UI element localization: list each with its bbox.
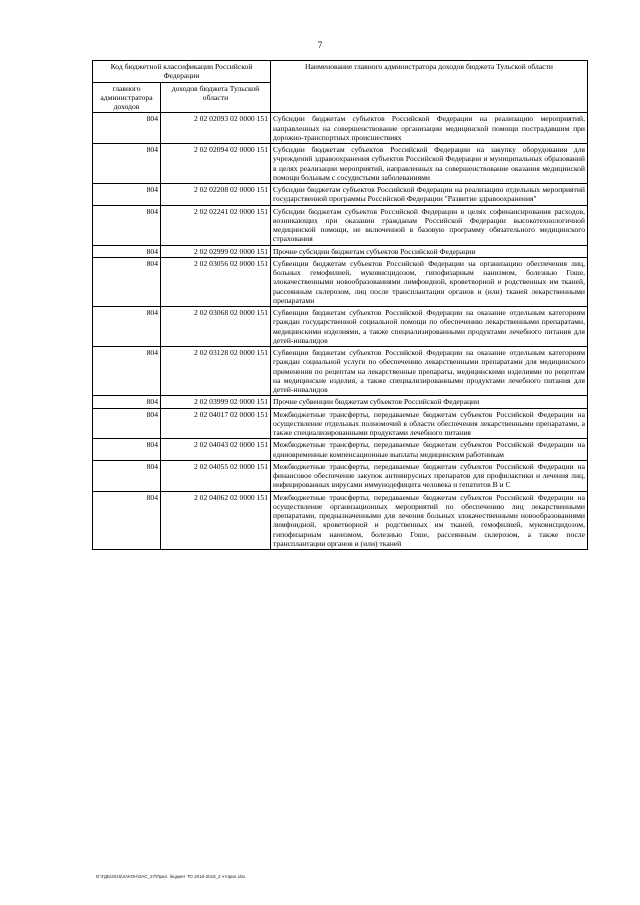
header-budget-revenue: доходов бюджета Тульской области (161, 82, 271, 113)
description-cell: Субсидии бюджетам субъектов Российской Федерации на закупку оборудования для учреждений здравоохранения субъектов Российской Федерации и муниципальных образований в целях реализации мероприятий, направленных на совершенствование оказания медицинской помощи больным с сосудистыми заболеваниями (271, 144, 588, 184)
table-body (93, 113, 588, 550)
description-cell: Субвенции бюджетам субъектов Российской Федерации на оказание отдельным категориям граждан государственной социальной помощи по обеспечению лекарственными препаратами, медицинскими изделиями, а также специализированными продуктами лечебного питания для детей-инвалидов (271, 307, 588, 347)
table-row (93, 396, 588, 408)
admin-code-cell: 804 (93, 144, 161, 184)
revenue-code-cell: 2 02 04017 02 0000 151 (161, 408, 271, 439)
table-row (93, 307, 588, 347)
admin-code-cell: 804 (93, 347, 161, 396)
description-cell: Прочие субсидии бюджетам субъектов Российской Федерации (271, 245, 588, 257)
admin-code-cell: 804 (93, 257, 161, 306)
footer-file-path: D:\ГДБ\2016\ЗАКОН\ЗАС_27\Прил. бюджет ТО 2016-2018_2 чтприл.xlsx (96, 874, 246, 879)
description-cell: Субвенции бюджетам субъектов Российской Федерации на оказание отдельным категориям граждан социальной услуги по обеспечению лекарственными препаратами для медицинского применения по рецептам на лекарственные препараты, медицинскими изделиями по рецептам на медицинские изделия, а также специализированными продуктами лечебного питания для детей-инвалидов (271, 347, 588, 396)
revenue-code-cell: 2 02 03056 02 0000 151 (161, 257, 271, 306)
table-row (93, 439, 588, 461)
description-cell: Межбюджетные трансферты, передаваемые бюджетам субъектов Российской Федерации на финансовое обеспечение закупок антивирусных препаратов для профилактики и лечения лиц, инфицированных вирусами иммунодефицита человека и гепатитов В и С (271, 460, 588, 491)
revenue-code-cell: 2 02 04055 02 0000 151 (161, 460, 271, 491)
description-cell: Субвенции бюджетам субъектов Российской Федерации на организацию обеспечения лиц, больных гемофилией, муковисцидозом, гипофизарным нанизмом, болезнью Гоше, злокачественными новообразованиями лимфоидной, кроветворной и родственных им тканей, рассеянным склерозом, лиц после трансплантации органов и (или) тканей лекарственными препаратами (271, 257, 588, 306)
admin-code-cell: 804 (93, 307, 161, 347)
revenue-code-cell: 2 02 04062 02 0000 151 (161, 491, 271, 550)
table-header-row (93, 61, 588, 83)
description-cell: Межбюджетные трансферты, передаваемые бюджетам субъектов Российской Федерации на осуществление отдельных полномочий в области обеспечения лекарственными препаратами, а также специализированными продуктами лечебного питания (271, 408, 588, 439)
description-cell: Прочие субвенции бюджетам субъектов Российской Федерации (271, 396, 588, 408)
admin-code-cell: 804 (93, 113, 161, 144)
revenue-code-cell: 2 02 03999 02 0000 151 (161, 396, 271, 408)
table-row (93, 408, 588, 439)
description-cell: Межбюджетные трансферты, передаваемые бюджетам субъектов Российской Федерации на единовременные компенсационные выплаты медицинским работникам (271, 439, 588, 461)
admin-code-cell: 804 (93, 245, 161, 257)
revenue-code-cell: 2 02 02999 02 0000 151 (161, 245, 271, 257)
revenue-code-cell: 2 02 04043 02 0000 151 (161, 439, 271, 461)
revenue-code-cell: 2 02 03068 02 0000 151 (161, 307, 271, 347)
table-row (93, 184, 588, 206)
table-row (93, 491, 588, 550)
description-cell: Межбюджетные трансферты, передаваемые бюджетам субъектов Российской Федерации на осуществление организационных мероприятий по обеспечению лиц лекарственными препаратами, предназначенными для лечения больных злокачественными новообразованиями лимфоидной, кроветворной и родственных им тканей, гемофилией, муковисцидозом, гипофизарным нанизмом, болезнью Гоше, рассеянным склерозом, а также после трансплантации органов и (или) тканей (271, 491, 588, 550)
page-number: 7 (317, 40, 323, 50)
description-cell: Субсидии бюджетам субъектов Российской Федерации на реализацию мероприятий, направленных на совершенствование организации медицинской помощи пострадавшим при дорожно-транспортных происшествиях (271, 113, 588, 144)
revenue-code-cell: 2 02 02241 02 0000 151 (161, 205, 271, 245)
header-name-column: Наименование главного администратора доходов бюджета Тульской области (271, 61, 588, 113)
admin-code-cell: 804 (93, 460, 161, 491)
admin-code-cell: 804 (93, 396, 161, 408)
table-row (93, 347, 588, 396)
table-row (93, 257, 588, 306)
table-row (93, 144, 588, 184)
header-chief-admin: главного администратора доходов (93, 82, 161, 113)
description-cell: Субсидии бюджетам субъектов Российской Федерации в целях софинансирования расходов, возникающих при оказании гражданам Российской Федерации высокотехнологичной медицинской помощи, не включенной в базовую программу обязательного медицинского страхования (271, 205, 588, 245)
header-code-group: Код бюджетной классификации Российской Федерации (93, 61, 271, 83)
revenue-code-cell: 2 02 02094 02 0000 151 (161, 144, 271, 184)
budget-classification-table (92, 60, 588, 550)
table-row (93, 460, 588, 491)
admin-code-cell: 804 (93, 408, 161, 439)
revenue-code-cell: 2 02 02208 02 0000 151 (161, 184, 271, 206)
description-cell: Субсидии бюджетам субъектов Российской Федерации на реализацию отдельных мероприятий государственной программы Российской Федерации "Развитие здравоохранения" (271, 184, 588, 206)
table-row (93, 113, 588, 144)
revenue-code-cell: 2 02 02093 02 0000 151 (161, 113, 271, 144)
admin-code-cell: 804 (93, 439, 161, 461)
table-row (93, 205, 588, 245)
table-row (93, 245, 588, 257)
admin-code-cell: 804 (93, 491, 161, 550)
admin-code-cell: 804 (93, 205, 161, 245)
revenue-code-cell: 2 02 03128 02 0000 151 (161, 347, 271, 396)
admin-code-cell: 804 (93, 184, 161, 206)
